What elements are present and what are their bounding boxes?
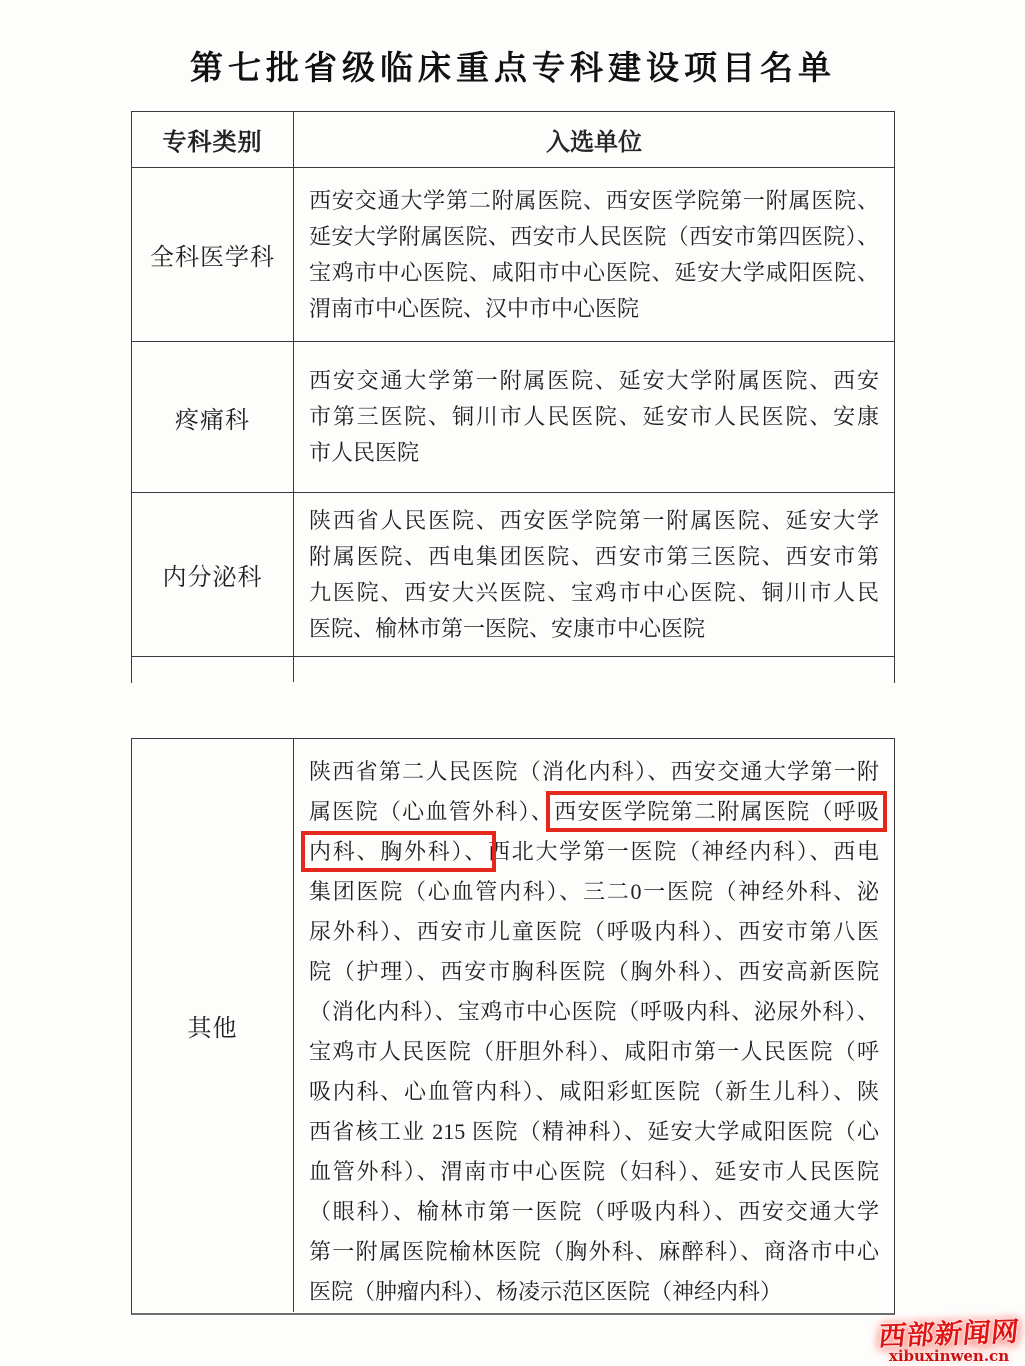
units-text: 西北大学第一医院（神经内科）、西电 <box>488 839 879 864</box>
units-line: 第一附属医院榆林医院（胸外科、麻醉科）、商洛市中心 <box>309 1239 879 1264</box>
units-line: 陕西省第二人民医院（消化内科）、西安交通大学第一附 <box>309 759 879 784</box>
category-label: 疼痛科 <box>132 342 294 492</box>
units-line: 九医院、西安大兴医院、宝鸡市中心医院、铜川市人民 <box>309 579 879 605</box>
units-line: 附属医院、西电集团医院、西安市第三医院、西安市第 <box>309 543 879 569</box>
units-line: 宝鸡市人民医院（肝胆外科）、咸阳市第一人民医院（呼 <box>309 1039 879 1064</box>
units-line: 医院、榆林市第一医院、安康市中心医院 <box>309 615 706 641</box>
units-line: 西安交通大学第二附属医院、西安医学院第一附属医院、 <box>309 187 879 213</box>
units-line: 西安交通大学第一附属医院、延安大学附属医院、西安 <box>309 368 879 393</box>
units-line: 吸内科、心血管内科）、咸阳彩虹医院（新生儿科）、陕 <box>309 1079 879 1104</box>
units-line: 市人民医院 <box>309 440 420 465</box>
specialty-table-lower <box>131 738 895 1315</box>
units-text: 属医院（心血管外科）、 <box>309 799 555 824</box>
units-cell <box>294 739 894 1312</box>
units-cell <box>294 342 894 492</box>
units-line-with-highlight <box>309 792 879 832</box>
units-cell <box>294 168 894 341</box>
table-row-other <box>132 739 894 1312</box>
watermark-site-domain: xibuxinwen.cn <box>888 1347 1010 1366</box>
table-row-general-medicine <box>132 168 894 342</box>
units-line: 市第三医院、铜川市人民医院、延安市人民医院、安康 <box>309 404 879 429</box>
units-line: 集团医院（心血管内科）、三二0一医院（神经外科、泌 <box>309 879 879 904</box>
units-line: 医院（肿瘤内科）、杨凌示范区医院（神经内科） <box>309 1279 783 1304</box>
units-line: 陕西省人民医院、西安医学院第一附属医院、延安大学 <box>309 507 879 533</box>
watermark <box>877 1316 1022 1366</box>
units-line: 院（护理）、西安市胸科医院（胸外科）、西安高新医院 <box>309 959 879 984</box>
table-row-pain-dept <box>132 342 894 493</box>
specialty-table-upper <box>131 111 895 683</box>
category-label: 全科医学科 <box>132 168 294 341</box>
units-line: 尿外科）、西安市儿童医院（呼吸内科）、西安市第八医 <box>309 919 879 944</box>
units-line-with-highlight <box>309 832 879 872</box>
red-highlight-box: 内科、胸外科）、 <box>309 839 488 864</box>
category-label: 内分泌科 <box>132 493 294 656</box>
category-label: 其他 <box>132 739 294 1312</box>
table-row-cutoff-stub <box>132 657 894 682</box>
red-highlight-box: 西安医学院第二附属医院（呼吸 <box>554 799 879 824</box>
units-line: （消化内科）、宝鸡市中心医院（呼吸内科、泌尿外科）、 <box>309 999 879 1024</box>
units-line: 宝鸡市中心医院、咸阳市中心医院、延安大学咸阳医院、 <box>309 259 879 285</box>
table-header-row <box>132 112 894 168</box>
units-line: （眼科）、榆林市第一医院（呼吸内科）、西安交通大学 <box>309 1199 879 1224</box>
watermark-site-name: 西部新闻网 <box>877 1316 1022 1353</box>
units-line: 血管外科）、渭南市中心医院（妇科）、延安市人民医院 <box>309 1159 879 1184</box>
category-label-empty <box>132 657 294 682</box>
units-cell <box>294 493 894 656</box>
header-category: 专科类别 <box>132 112 294 167</box>
units-line: 渭南市中心医院、汉中市中心医院 <box>309 295 640 321</box>
units-line: 西省核工业 215 医院（精神科）、延安大学咸阳医院（心 <box>309 1119 879 1144</box>
header-units: 入选单位 <box>546 130 642 156</box>
units-cell-empty <box>294 657 894 682</box>
units-line: 延安大学附属医院、西安市人民医院（西安市第四医院）、 <box>309 223 879 249</box>
document-title: 第七批省级临床重点专科建设项目名单 <box>190 49 836 86</box>
table-row-endocrinology <box>132 493 894 657</box>
